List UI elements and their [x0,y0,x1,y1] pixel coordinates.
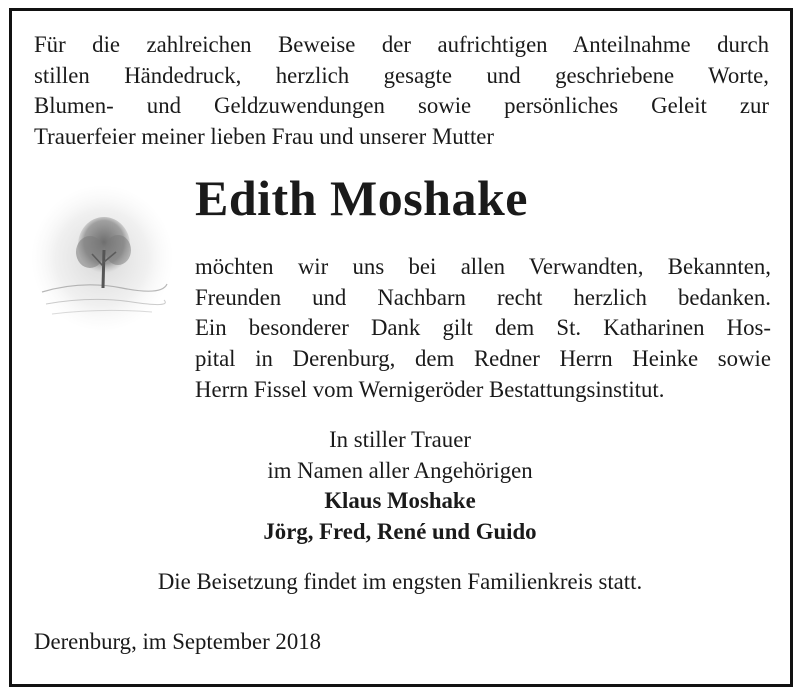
deceased-name: Edith Moshake [195,170,528,226]
thanks-line: Freunden und Nachbarn recht herzlich bedanken. [195,284,771,310]
signer-name: Klaus Moshake [324,488,476,513]
funeral-note: Die Beisetzung findet im engsten Familienkreis statt. [157,569,643,594]
intro-line: Für die zahlreichen Beweise der aufrichtigen Anteilnahme durch [34,32,769,57]
mourning-phrase: In stiller Trauer [329,427,471,452]
intro-line: Trauerfeier meiner lieben Frau und unserer Mutter [34,124,495,150]
thanks-paragraph [195,252,771,406]
thanks-line: möchten wir uns bei allen Verwandten, Bekannten, [195,254,771,279]
signature-block [200,425,600,547]
place-date: Derenburg, im September 2018 [34,629,322,654]
intro-line: Blumen- und Geldzuwendungen sowie persönliches Geleit zur [34,93,769,119]
thanks-line: Herrn Fissel vom Wernigeröder Bestattungsinstitut. [195,376,665,402]
intro-paragraph [34,30,769,153]
thanks-line: Ein besonderer Dank gilt dem St. Katharinen Hos- [195,315,771,341]
signer-names: Jörg, Fred, René und Guido [263,518,537,544]
thanks-line: pital in Derenburg, dem Redner Herrn Heinke sowie [195,346,771,372]
relatives-phrase: im Namen aller Angehörigen [267,457,533,483]
intro-line: stillen Händedruck, herzlich gesagte und geschriebene Worte, [34,62,769,88]
tree-landscape-icon [32,180,172,330]
